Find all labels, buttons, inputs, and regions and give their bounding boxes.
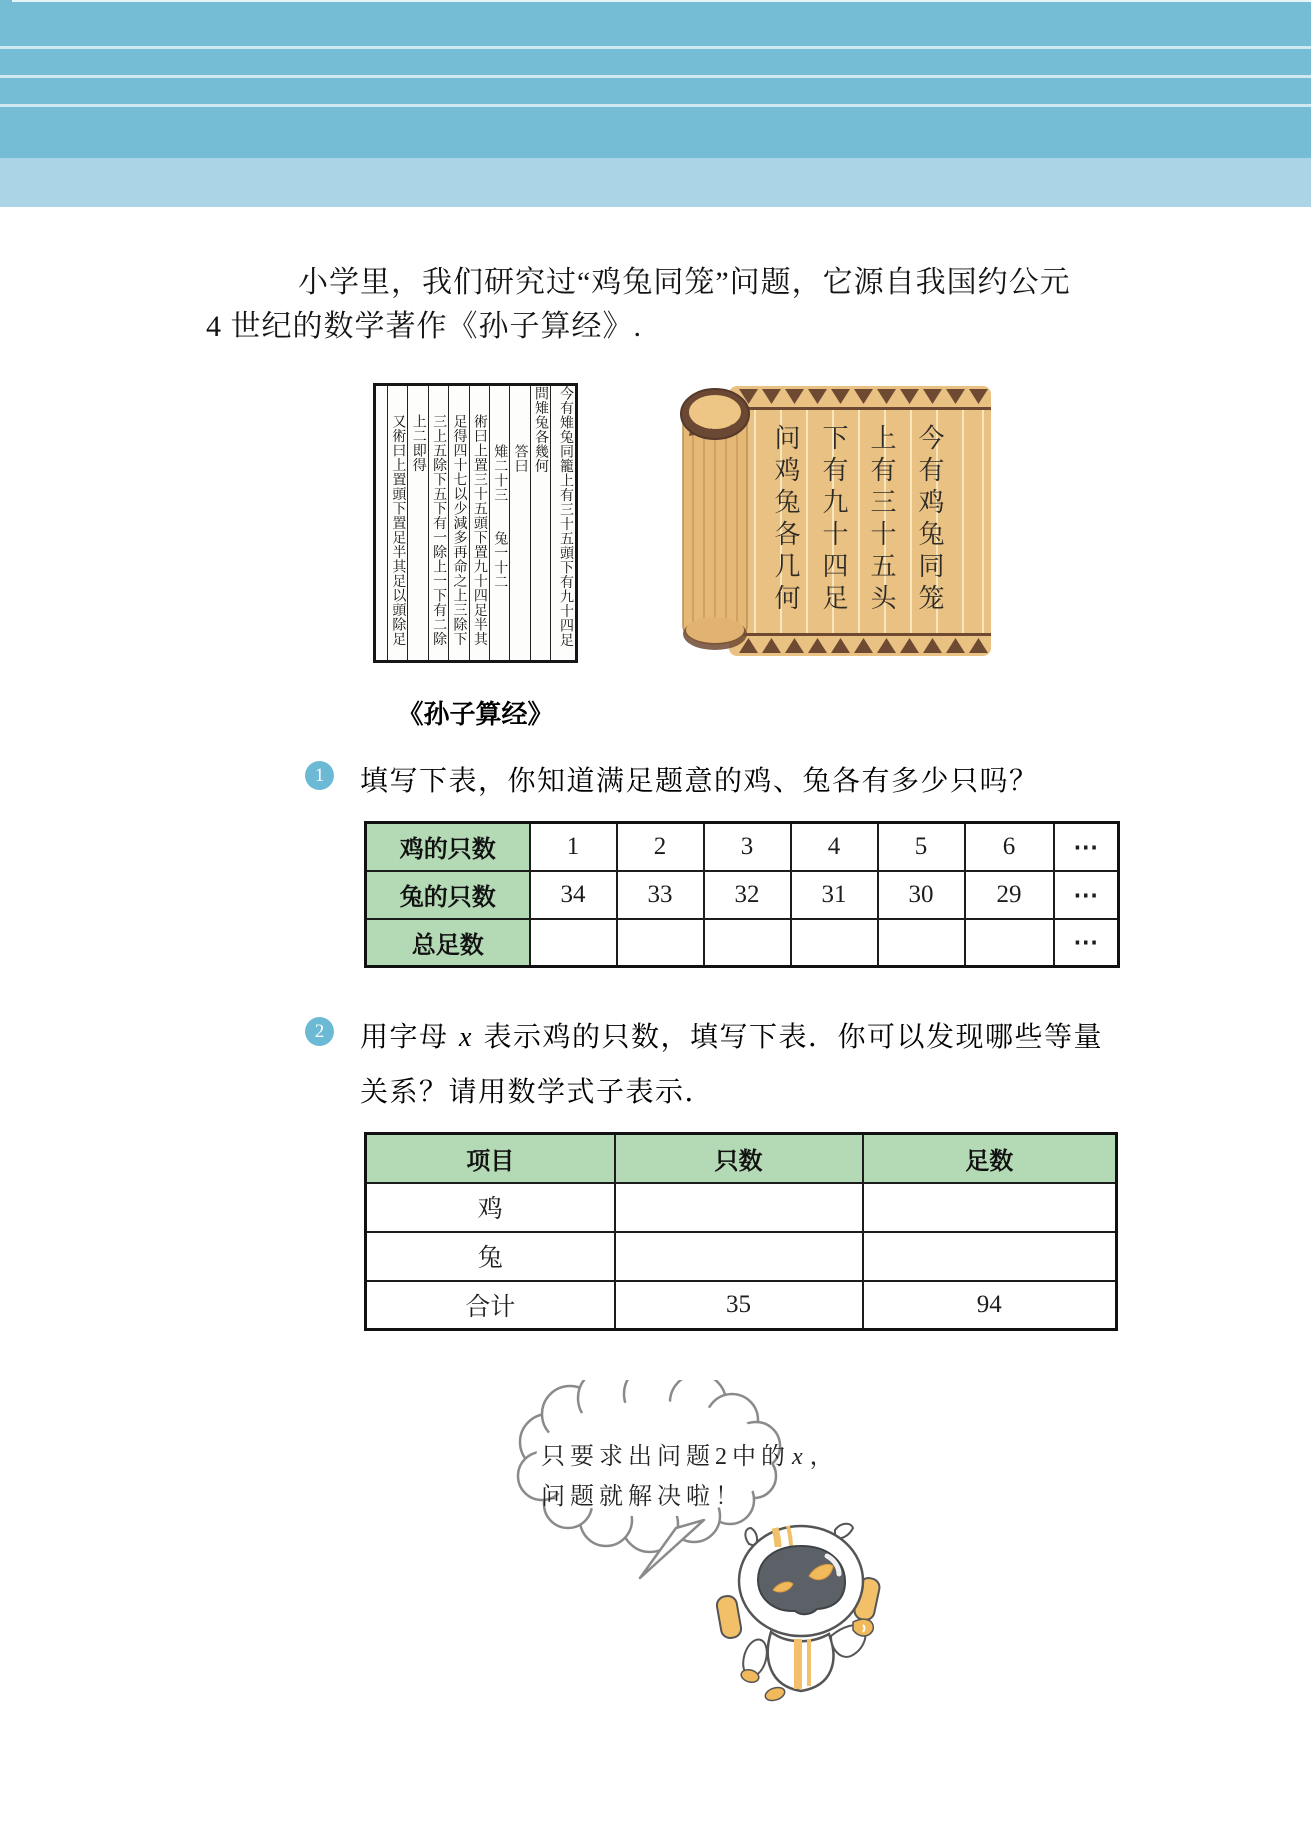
scroll-text-column: 问鸡兔各几何 <box>771 424 800 616</box>
woodblock-column: 足得四十七以少減多再命之上三除下 <box>448 386 468 660</box>
t1-cell: 29 <box>965 871 1054 919</box>
table-row <box>366 1281 1117 1330</box>
woodblock-print-illustration <box>373 383 578 663</box>
header-band-lower <box>0 158 1311 207</box>
t1-cell: 3 <box>704 823 791 871</box>
table-row <box>366 1183 1117 1232</box>
header-stripe <box>12 0 1311 2</box>
t1-row-header: 兔的只数 <box>366 871 530 919</box>
t1-row-header: 鸡的只数 <box>366 823 530 871</box>
t2-cell: 94 <box>863 1281 1117 1330</box>
t1-cell: 1 <box>530 823 617 871</box>
speech-pre: 只要求出问题2中的 <box>541 1444 790 1470</box>
robot-body <box>764 1632 834 1703</box>
t2-col-header: 只数 <box>615 1134 863 1183</box>
robot-left-arm <box>739 1637 771 1685</box>
t1-cell: 34 <box>530 871 617 919</box>
problem-1-text: 填写下表，你知道满足题意的鸡、兔各有多少只吗？ <box>360 766 1039 797</box>
header-band <box>0 0 1311 158</box>
t2-row-label: 鸡 <box>366 1183 615 1232</box>
t1-cell-ellipsis: ⋯ <box>1054 823 1119 871</box>
problem-2-text-line1 <box>360 1015 1103 1055</box>
bamboo-scroll-illustration <box>677 384 993 660</box>
t1-cell <box>878 919 965 967</box>
header-stripe <box>0 46 1311 49</box>
t1-cell: 32 <box>704 871 791 919</box>
t2-row-label: 合计 <box>366 1281 615 1330</box>
problem-2-text-line2: 关系？请用数学式子表示． <box>360 1077 715 1108</box>
speech-post: ， <box>809 1444 839 1470</box>
scroll-text-column: 上有三十五头 <box>867 424 896 616</box>
t2-cell <box>863 1232 1117 1281</box>
t2-col-header: 项目 <box>366 1134 615 1183</box>
scroll-roll <box>681 389 749 650</box>
t1-cell-ellipsis: ⋯ <box>1054 919 1119 967</box>
header-stripe <box>0 104 1311 107</box>
robot-speech-line2: 问题就解决啦！ <box>541 1484 744 1510</box>
t2-cell: 35 <box>615 1281 863 1330</box>
table-header-row <box>366 1134 1117 1183</box>
woodblock-column: 今有雉兔同籠上有三十五頭下有九十四足 <box>550 386 575 660</box>
intro-paragraph-line1: 小学里，我们研究过“鸡兔同笼”问题，它源自我国约公元 <box>298 266 1071 299</box>
table-equation-setup <box>364 1132 1118 1331</box>
t2-cell <box>615 1183 863 1232</box>
math-variable-x: x <box>792 1444 808 1470</box>
t1-cell <box>617 919 704 967</box>
t1-cell: 30 <box>878 871 965 919</box>
robot-mascot-illustration <box>715 1518 895 1710</box>
t2-row-label: 兔 <box>366 1232 615 1281</box>
woodblock-column: 又術曰上置頭下置足半其足以頭除足 <box>387 386 407 660</box>
table-row <box>366 871 1119 919</box>
scroll-text-column: 下有九十四足 <box>819 424 848 616</box>
problem-1-number-badge: 1 <box>305 761 334 790</box>
woodblock-column: 雉二十三 兔一十二 <box>489 386 509 660</box>
problem-2-text-pre: 用字母 <box>360 1022 458 1053</box>
t1-cell <box>530 919 617 967</box>
woodblock-column: 三上五除下五下有一除上一下有二除 <box>428 386 448 660</box>
image-caption: 《孙子算经》 <box>397 700 554 729</box>
woodblock-column <box>376 386 387 660</box>
scroll-text-column: 今有鸡兔同笼 <box>915 424 944 616</box>
t1-cell-ellipsis: ⋯ <box>1054 871 1119 919</box>
t1-cell: 2 <box>617 823 704 871</box>
t1-cell <box>965 919 1054 967</box>
problem-2-text-post: 表示鸡的只数，填写下表．你可以发现哪些等量 <box>474 1022 1103 1053</box>
woodblock-column: 答曰 <box>509 386 529 660</box>
t2-col-header: 足数 <box>863 1134 1117 1183</box>
header-stripe <box>0 75 1311 78</box>
t1-cell: 5 <box>878 823 965 871</box>
table-chicken-rabbit-enumeration <box>364 821 1120 968</box>
t1-cell: 33 <box>617 871 704 919</box>
t1-cell: 4 <box>791 823 878 871</box>
t1-cell <box>704 919 791 967</box>
math-variable-x: x <box>459 1022 473 1053</box>
table-row <box>366 823 1119 871</box>
woodblock-column: 上二即得 <box>407 386 427 660</box>
t1-cell: 31 <box>791 871 878 919</box>
table-row <box>366 1232 1117 1281</box>
t2-cell <box>615 1232 863 1281</box>
robot-visor <box>758 1546 845 1614</box>
problem-2-number-badge: 2 <box>305 1017 334 1046</box>
woodblock-column: 問雉兔各幾何 <box>530 386 550 660</box>
scroll-body <box>729 386 991 656</box>
t1-cell: 6 <box>965 823 1054 871</box>
intro-paragraph-line2: 4 世纪的数学著作《孙子算经》. <box>206 310 642 343</box>
t1-cell <box>791 919 878 967</box>
t2-cell <box>863 1183 1117 1232</box>
robot-speech-line1 <box>541 1436 839 1471</box>
t1-row-header: 总足数 <box>366 919 530 967</box>
table-row <box>366 919 1119 967</box>
woodblock-column: 術曰上置三十五頭下置九十四足半其 <box>469 386 489 660</box>
robot-foot <box>764 1685 787 1703</box>
